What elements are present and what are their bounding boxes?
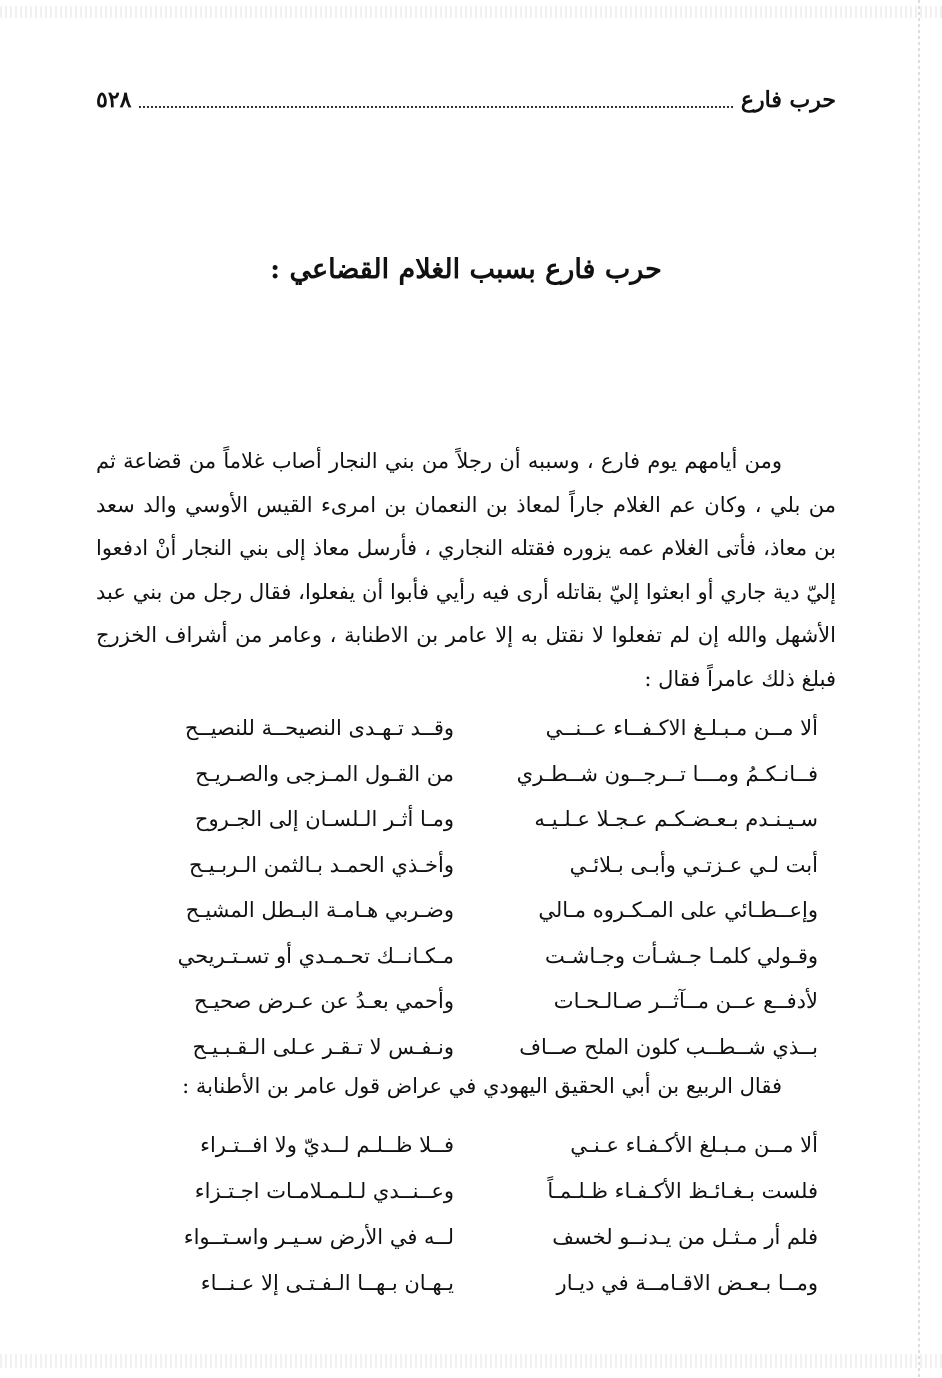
page-number: ٥٢٨: [96, 87, 132, 113]
verse-first-hemistich: ومــا بـعـض الاقـامــة في ديـار: [556, 1271, 818, 1295]
verse-line: [96, 1214, 836, 1260]
verse-first-hemistich: وإعــطـائي على المـكـروه مـالي: [538, 898, 818, 922]
chapter-name: حرب فارع: [740, 87, 836, 113]
poem-2-intro: فقال الربيع بن أبي الحقيق اليهودي في عراض قول عامر بن الأطنابة :: [182, 1074, 782, 1098]
verse-second-hemistich: وأخـذي الحمـد بـالثمن الـربـيـح: [189, 852, 454, 877]
verse-second-hemistich: فــلا ظــلـم لــديّ ولا افــتـراء: [200, 1133, 454, 1157]
verse-second-hemistich: وضـربي هـامـة البـطل المشيـح: [185, 898, 454, 922]
verse-first-hemistich: ألا مــن مـبـلغ الأكـفـاء عـنـي: [570, 1133, 818, 1157]
verse-line: [96, 706, 836, 752]
verse-first-hemistich: أبت لـي عـزتـي وأبـى بـلائـي: [569, 852, 818, 877]
verse-line: [96, 752, 836, 798]
verse-first-hemistich: لأدفــع عــن مــآثــر صـالـحـات: [553, 989, 818, 1013]
verse-second-hemistich: وقــد تـهـدى النصيحــة للنصيــح: [184, 716, 454, 740]
verse-line: [96, 888, 836, 934]
verse-second-hemistich: وأحمي بعـدُ عن عـرض صحيـح: [193, 989, 454, 1013]
header-dot-leader: [139, 92, 732, 108]
verse-line: [96, 979, 836, 1025]
verse-line: [96, 934, 836, 980]
verse-first-hemistich: فــانـكـمُ ومـــا تــرجــون شــطـري: [516, 761, 818, 786]
verse-first-hemistich: سـيـنـدم بـعـضـكـم عـجـلا عـلـيـه: [534, 807, 818, 831]
verse-second-hemistich: من القـول المـزجى والصـريـح: [195, 761, 454, 786]
verse-line: [96, 1168, 836, 1214]
scan-noise-top: [0, 6, 942, 18]
verse-first-hemistich: فلست بـغـائـظ الأكـفـاء ظـلـمـاً: [547, 1179, 818, 1203]
running-header: [96, 82, 836, 118]
verse-second-hemistich: يـهـان بـهــا الـفـتـى إلا عـنــاء: [200, 1271, 454, 1295]
verse-second-hemistich: ونـفـس لا تـقـر عـلى الـقـبـيـح: [192, 1034, 454, 1059]
verse-line: [96, 1122, 836, 1168]
verse-first-hemistich: فلم أر مـثـل من يـدنــو لخسف: [552, 1225, 818, 1249]
scan-noise-bottom: [0, 1354, 942, 1368]
verse-first-hemistich: ألا مــن مـبـلـغ الاكـفــاء عــنــي: [545, 716, 818, 740]
poem-block-1: [96, 706, 836, 1070]
verse-first-hemistich: بــذي شــطــب كلون الملح صــاف: [519, 1034, 818, 1059]
verse-line: [96, 797, 836, 843]
verse-second-hemistich: لــه في الأرض سـيـر واسـتــواء: [183, 1225, 454, 1249]
verse-first-hemistich: وقـولي كلمـا جـشـأت وجـاشـت: [545, 943, 818, 968]
prose-paragraph: [96, 440, 836, 701]
scan-noise-right: [918, 0, 920, 1378]
prose-text: ومن أيامهم يوم فارع ، وسببه أن رجلاً من بني النجار أصاب غلاماً من قضاعة ثم من بلي ، وكان عم الغلام جاراً لمعاذ بن النعمان بن امرىء القيس الأوسي والد سعد بن معاذ، فأتى الغلام عمه يزوره فقتله النجاري ، فأرسل معاذ إلى بني النجار أنْ ادفعوا إليّ دية جاري أو ابعثوا إليّ بقاتله أرى فيه رأيي فأبوا أن يفعلوا، فقال رجل من بني عبد الأشهل والله إن لم تفعلوا لا نقتل به إلا عامر بن الاطنابة ، وعامر من أشراف الخزرج فبلغ ذلك عامراً فقال :: [96, 449, 836, 691]
verse-line: [96, 843, 836, 889]
verse-second-hemistich: وعــنــدي لـلـمـلامـات اجـتـزاء: [194, 1179, 454, 1203]
verse-line: [96, 1260, 836, 1306]
verse-second-hemistich: ومـا أثـر الـلسـان إلى الجـروح: [194, 807, 454, 831]
poem-block-2: [96, 1122, 836, 1306]
verse-line: [96, 1025, 836, 1071]
verse-second-hemistich: مـكـانــك تحـمـدي أو تسـتـريحي: [177, 943, 454, 968]
section-title: حرب فارع بسبب الغلام القضاعي :: [270, 254, 662, 285]
